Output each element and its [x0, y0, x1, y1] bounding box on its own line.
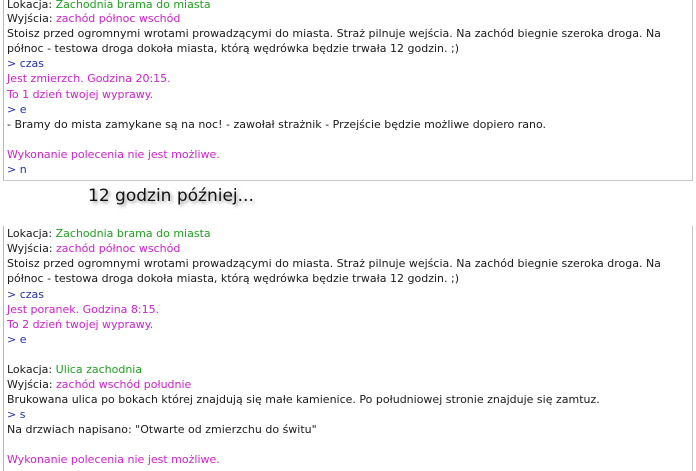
exits-line — [7, 12, 686, 26]
exits-label: Wyjścia: — [7, 242, 57, 255]
time-skip-caption: 12 godzin później... — [88, 186, 254, 206]
console-panel-night — [0, 0, 696, 181]
panel-left-border — [3, 226, 4, 471]
exits-label: Wyjścia: — [7, 378, 57, 391]
description-line: Stoisz przed ogromnymi wrotami prowadzącymi do miasta. Straż pilnuje wejścia. Na zachód biegnie szeroka droga. Na — [7, 257, 661, 270]
sign-message: Na drzwiach napisano: "Otwarte od zmierzchu do świtu" — [7, 423, 317, 436]
command-echo: > e — [7, 333, 27, 346]
exits-value: zachód północ wschód — [56, 242, 181, 255]
console-panel-morning — [0, 226, 696, 471]
exits-line — [7, 378, 686, 392]
panel-bottom-border — [3, 180, 693, 181]
day-message: To 2 dzień twojej wyprawy. — [7, 318, 154, 331]
location-value: Zachodnia brama do miasta — [55, 227, 211, 240]
exits-value: zachód wschód południe — [56, 378, 192, 391]
error-message: Wykonanie polecenia nie jest możliwe. — [7, 148, 220, 161]
description-line: północ - testowa droga dokoła miasta, którą wędrówka będzie trwała 12 godzin. ;) — [7, 272, 460, 285]
location-value: Ulica zachodnia — [55, 363, 143, 376]
exits-line — [7, 242, 686, 256]
description-line: północ - testowa droga dokoła miasta, którą wędrówka będzie trwała 12 godzin. ;) — [7, 42, 460, 55]
command-echo: > czas — [7, 288, 45, 301]
command-echo: > e — [7, 103, 27, 116]
panel-left-border — [3, 0, 4, 181]
location-label: Lokacja: — [7, 227, 56, 240]
location-value: Zachodnia brama do miasta — [55, 0, 211, 11]
location-label: Lokacja: — [7, 363, 56, 376]
location-line — [7, 227, 686, 241]
command-echo: > s — [7, 408, 26, 421]
command-echo: > czas — [7, 57, 45, 70]
location-line — [7, 0, 686, 12]
time-message: Jest poranek. Godzina 8:15. — [7, 303, 160, 316]
description-line: Brukowana ulica po bokach której znajdują się małe kamienice. Po południowej stronie znajduje się zamtuz. — [7, 393, 600, 406]
exits-label: Wyjścia: — [7, 12, 57, 25]
guard-message: - Bramy do mista zamykane są na noc! - zawołał strażnik - Przejście będzie możliwe dopiero rano. — [7, 118, 546, 131]
day-message: To 1 dzień twojej wyprawy. — [7, 88, 154, 101]
exits-value: zachód północ wschód — [56, 12, 181, 25]
error-message: Wykonanie polecenia nie jest możliwe. — [7, 453, 220, 466]
description-line: Stoisz przed ogromnymi wrotami prowadzącymi do miasta. Straż pilnuje wejścia. Na zachód biegnie szeroka droga. Na — [7, 27, 661, 40]
panel-right-border — [692, 226, 693, 471]
location-line — [7, 363, 686, 377]
time-message: Jest zmierzch. Godzina 20:15. — [7, 72, 171, 85]
location-label: Lokacja: — [7, 0, 56, 11]
command-echo: > n — [7, 163, 27, 176]
panel-right-border — [692, 0, 693, 181]
